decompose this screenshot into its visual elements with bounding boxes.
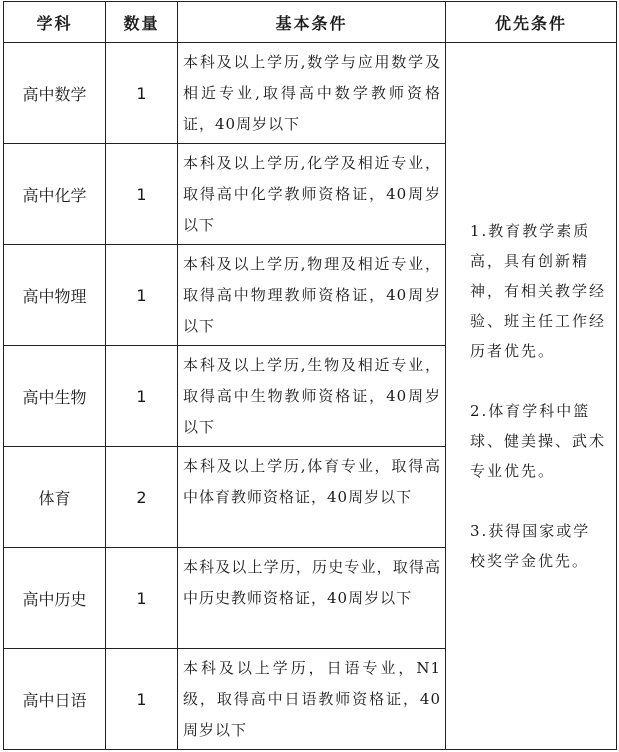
header-count: 数量 — [106, 2, 178, 43]
preference-item: 1.教育教学素质高，具有创新精神，有相关教学经验、班主任工作经历者优先。 — [470, 222, 607, 360]
count-cell: 1 — [106, 144, 178, 245]
subject-cell: 高中化学 — [4, 144, 106, 245]
count-cell: 1 — [106, 548, 178, 649]
recruitment-table — [3, 1, 617, 750]
preference-item: 2.体育学科中篮球、健美操、武术专业优先。 — [470, 402, 607, 480]
count-cell: 1 — [106, 649, 178, 750]
subject-cell: 高中生物 — [4, 346, 106, 447]
header-preferred-conditions: 优先条件 — [446, 2, 617, 43]
header-basic-conditions: 基本条件 — [178, 2, 446, 43]
preference-item: 3.获得国家或学校奖学金优先。 — [470, 522, 591, 570]
count-cell: 2 — [106, 447, 178, 548]
count-cell: 1 — [106, 245, 178, 346]
subject-cell: 高中历史 — [4, 548, 106, 649]
subject-cell: 高中数学 — [4, 43, 106, 144]
basic-conditions-cell: 本科及以上学历,生物及相近专业，取得高中生物教师资格证，40周岁以下 — [178, 346, 446, 447]
table-row — [4, 43, 617, 144]
basic-conditions-cell: 本科及以上学历,体育专业，取得高中体育教师资格证，40周岁以下 — [178, 447, 446, 548]
basic-conditions-cell: 本科及以上学历，日语专业，N1级，取得高中日语教师资格证，40周岁以下 — [178, 649, 446, 750]
subject-cell: 高中物理 — [4, 245, 106, 346]
header-subject: 学科 — [4, 2, 106, 43]
count-cell: 1 — [106, 43, 178, 144]
preferred-conditions-cell — [446, 43, 617, 750]
basic-conditions-cell: 本科及以上学历,物理及相近专业，取得高中物理教师资格证，40周岁以下 — [178, 245, 446, 346]
basic-conditions-cell: 本科及以上学历，历史专业，取得高中历史教师资格证，40周岁以下 — [178, 548, 446, 649]
basic-conditions-cell: 本科及以上学历,数学与应用数学及相近专业,取得高中数学教师资格证，40周岁以下 — [178, 43, 446, 144]
count-cell: 1 — [106, 346, 178, 447]
basic-conditions-cell: 本科及以上学历,化学及相近专业，取得高中化学教师资格证，40周岁以下 — [178, 144, 446, 245]
subject-cell: 体育 — [4, 447, 106, 548]
header-row — [4, 2, 617, 43]
subject-cell: 高中日语 — [4, 649, 106, 750]
recruitment-table-wrapper — [3, 1, 617, 750]
